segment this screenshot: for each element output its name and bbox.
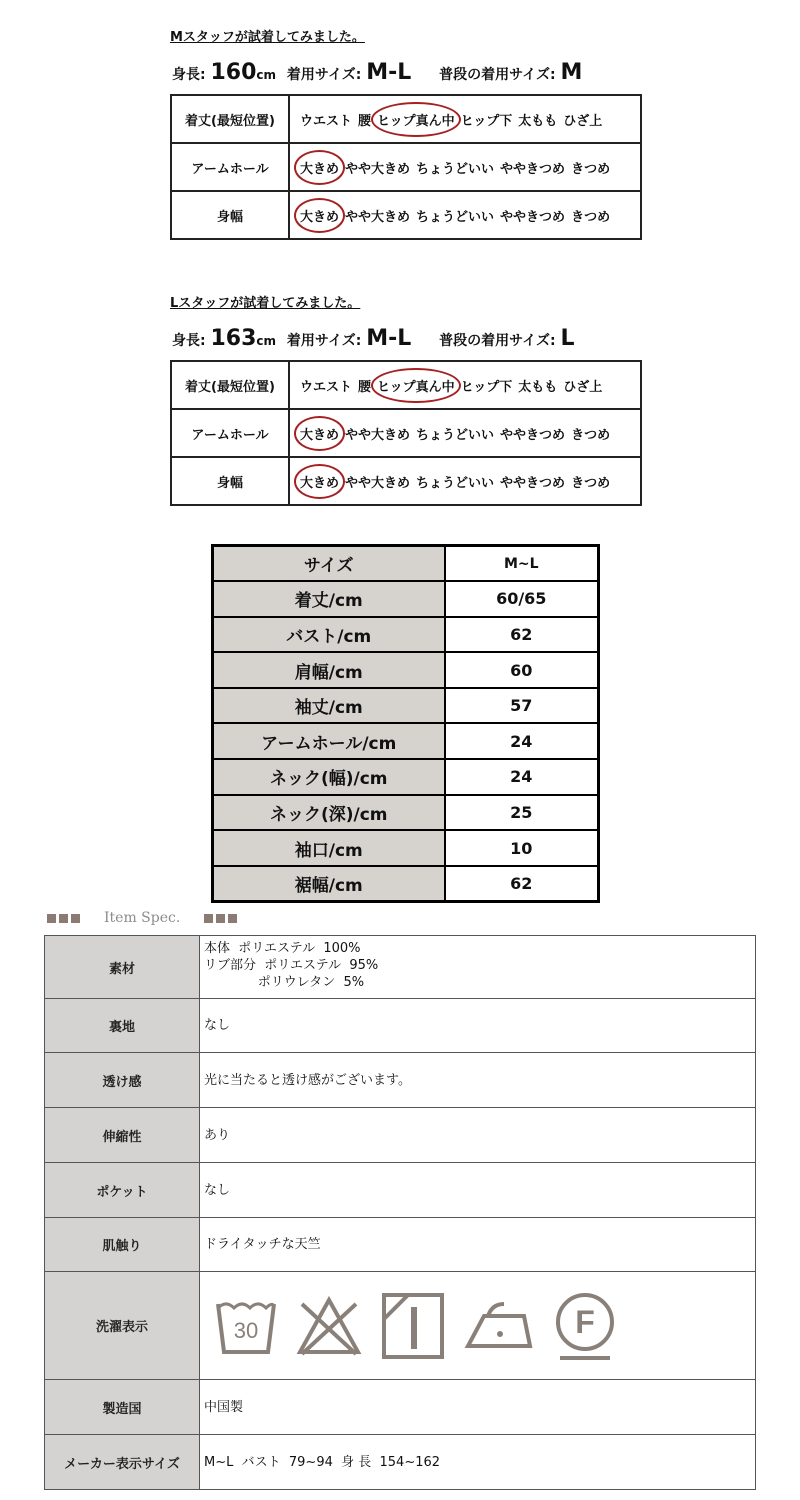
spec-key: 素材 (45, 936, 200, 999)
spec-value (200, 1218, 756, 1272)
spec-value-line: リブ部分 ポリエステル 95% (204, 958, 379, 973)
item-spec-header (47, 906, 237, 930)
spec-value-line: 中国製 (204, 1399, 244, 1415)
fit-option-selected: ヒップ真ん中 (377, 110, 455, 129)
wear-size-label: 着用サイズ: (286, 333, 362, 349)
size-chart-value: 60/65 (445, 581, 599, 617)
fit-row-options (289, 143, 641, 191)
spec-row (45, 1163, 756, 1218)
fit-option: やや大きめ (345, 209, 411, 225)
wash-30-icon (214, 1294, 278, 1358)
fit-option: ひざ上 (563, 379, 603, 395)
fit-option: ややきつめ (500, 161, 566, 177)
fit-option: やや大きめ (345, 427, 411, 443)
fit-option: ちょうどいい (416, 427, 495, 443)
item-spec-title: Item Spec. (104, 910, 181, 926)
fit-option-selected: 大きめ (300, 424, 339, 443)
fit-table (170, 94, 642, 240)
fit-option-selected: 大きめ (300, 472, 339, 491)
spec-value-line: ドライタッチな天竺 (204, 1237, 321, 1252)
size-chart-label: 裾幅/cm (213, 866, 445, 902)
spec-key: 肌触り (45, 1218, 200, 1272)
wash-temp-label: 30 (233, 1317, 259, 1343)
spec-value (200, 1272, 756, 1380)
spec-value (200, 999, 756, 1053)
fit-row (171, 95, 641, 143)
fit-option: ちょうどいい (416, 475, 495, 491)
size-chart-row (213, 723, 599, 759)
spec-row (45, 1053, 756, 1108)
wear-size-label: 着用サイズ: (286, 67, 362, 83)
spec-key: 伸縮性 (45, 1108, 200, 1163)
spec-value-line: なし (204, 1182, 231, 1198)
fit-option: きつめ (571, 209, 611, 225)
spec-key: メーカー表示サイズ (45, 1435, 200, 1490)
spec-row (45, 936, 756, 999)
fit-option: ややきつめ (500, 209, 566, 225)
spec-value (200, 936, 756, 999)
fit-option: ヒップ下 (460, 379, 513, 395)
spec-value-line: 本体 ポリエステル 100% (204, 941, 361, 956)
fit-option-selected: 大きめ (300, 206, 339, 225)
fit-stats (172, 60, 582, 85)
size-chart-row (213, 652, 599, 688)
fit-row-label: アームホール (171, 409, 289, 457)
spec-row (45, 1272, 756, 1380)
fit-option: ウエスト (300, 113, 353, 129)
spec-key: 洗濯表示 (45, 1272, 200, 1380)
spec-value-line: ポリウレタン 5% (204, 975, 365, 990)
size-chart-row (213, 617, 599, 653)
fit-section-m (170, 26, 642, 225)
spec-value-line: M~L バスト 79~94 身 長 154~162 (204, 1454, 441, 1470)
usual-size-value: L (560, 326, 575, 351)
size-chart-label: 袖丈/cm (213, 688, 445, 724)
fit-heading: Lスタッフが試着してみました。 (170, 296, 361, 311)
spec-value-line: なし (204, 1018, 231, 1033)
spec-value (200, 1053, 756, 1108)
fit-row (171, 409, 641, 457)
height-unit: cm (256, 334, 277, 348)
spec-value-line: あり (204, 1127, 231, 1143)
fit-row-label: アームホール (171, 143, 289, 191)
fit-option: ちょうどいい (416, 209, 495, 225)
no-bleach-icon (296, 1294, 362, 1358)
fit-table (170, 360, 642, 506)
spec-row (45, 1108, 756, 1163)
fit-option: 太もも (518, 113, 558, 129)
fit-row-label: 着丈(最短位置) (171, 95, 289, 143)
fit-row-options (289, 361, 641, 409)
size-chart-header-value: M~L (445, 546, 599, 582)
size-chart-label: 肩幅/cm (213, 652, 445, 688)
fit-option: ヒップ下 (460, 113, 513, 129)
usual-size-label: 普段の着用サイズ: (439, 67, 556, 83)
size-chart-value: 24 (445, 723, 599, 759)
fit-row-label: 身幅 (171, 457, 289, 505)
spec-value-line: 光に当たると透け感がございます。 (204, 1072, 411, 1088)
size-chart-header-row (213, 546, 599, 582)
dry-clean-f-icon (552, 1290, 618, 1362)
size-chart-table (211, 544, 600, 903)
height-unit: cm (256, 68, 277, 82)
fit-row-options (289, 191, 641, 239)
spec-key: 裏地 (45, 999, 200, 1053)
height-label: 身長: (172, 333, 206, 349)
size-chart-row (213, 830, 599, 866)
fit-row (171, 191, 641, 239)
decor-squares-left (47, 914, 80, 923)
spec-key: 製造国 (45, 1380, 200, 1435)
fit-row-options (289, 95, 641, 143)
size-chart-label: ネック(幅)/cm (213, 759, 445, 795)
wear-size-value: M-L (366, 60, 412, 85)
usual-size-label: 普段の着用サイズ: (439, 333, 556, 349)
size-chart-value: 25 (445, 795, 599, 831)
height-value: 163 (210, 326, 257, 351)
fit-row (171, 361, 641, 409)
spec-value (200, 1163, 756, 1218)
size-chart-row (213, 581, 599, 617)
item-spec-table (44, 935, 756, 1490)
size-chart-value: 60 (445, 652, 599, 688)
fit-option: やや大きめ (345, 161, 411, 177)
spec-key: 透け感 (45, 1053, 200, 1108)
fit-option: 腰 (358, 113, 372, 129)
size-chart-row (213, 759, 599, 795)
size-chart-value: 10 (445, 830, 599, 866)
fit-option: ひざ上 (563, 113, 603, 129)
fit-option: ややきつめ (500, 427, 566, 443)
fit-section-l (170, 292, 642, 491)
fit-option: 腰 (358, 379, 372, 395)
spec-value (200, 1380, 756, 1435)
height-label: 身長: (172, 67, 206, 83)
height-value: 160 (210, 60, 257, 85)
fit-stats (172, 326, 574, 351)
fit-option-selected: ヒップ真ん中 (377, 376, 455, 395)
size-chart-value: 62 (445, 617, 599, 653)
size-chart-label: バスト/cm (213, 617, 445, 653)
size-chart-value: 62 (445, 866, 599, 902)
spec-value (200, 1435, 756, 1490)
size-chart-value: 57 (445, 688, 599, 724)
fit-row-label: 着丈(最短位置) (171, 361, 289, 409)
size-chart-label: アームホール/cm (213, 723, 445, 759)
iron-low-icon (464, 1298, 534, 1354)
care-icons (204, 1290, 755, 1362)
usual-size-value: M (560, 60, 583, 85)
fit-option: きつめ (571, 475, 611, 491)
spec-row (45, 1435, 756, 1490)
fit-row-label: 身幅 (171, 191, 289, 239)
spec-value (200, 1108, 756, 1163)
fit-option: 太もも (518, 379, 558, 395)
fit-heading: Mスタッフが試着してみました。 (170, 30, 365, 45)
fit-row-options (289, 457, 641, 505)
spec-key: ポケット (45, 1163, 200, 1218)
fit-option-selected: 大きめ (300, 158, 339, 177)
size-chart-value: 24 (445, 759, 599, 795)
size-chart-row (213, 866, 599, 902)
size-chart-row (213, 795, 599, 831)
size-chart-row (213, 688, 599, 724)
fit-option: きつめ (571, 427, 611, 443)
fit-option: やや大きめ (345, 475, 411, 491)
wear-size-value: M-L (366, 326, 412, 351)
spec-row (45, 1380, 756, 1435)
fit-option: ちょうどいい (416, 161, 495, 177)
size-chart-header-label: サイズ (213, 546, 445, 582)
fit-option: ややきつめ (500, 475, 566, 491)
fit-row (171, 143, 641, 191)
size-chart-label: 着丈/cm (213, 581, 445, 617)
fit-option: ウエスト (300, 379, 353, 395)
line-dry-shade-icon (380, 1291, 446, 1361)
size-chart-label: ネック(深)/cm (213, 795, 445, 831)
spec-row (45, 1218, 756, 1272)
spec-row (45, 999, 756, 1053)
fit-row-options (289, 409, 641, 457)
dry-clean-letter: F (575, 1303, 595, 1340)
fit-option: きつめ (571, 161, 611, 177)
size-chart-label: 袖口/cm (213, 830, 445, 866)
decor-squares-right (204, 914, 237, 923)
fit-row (171, 457, 641, 505)
